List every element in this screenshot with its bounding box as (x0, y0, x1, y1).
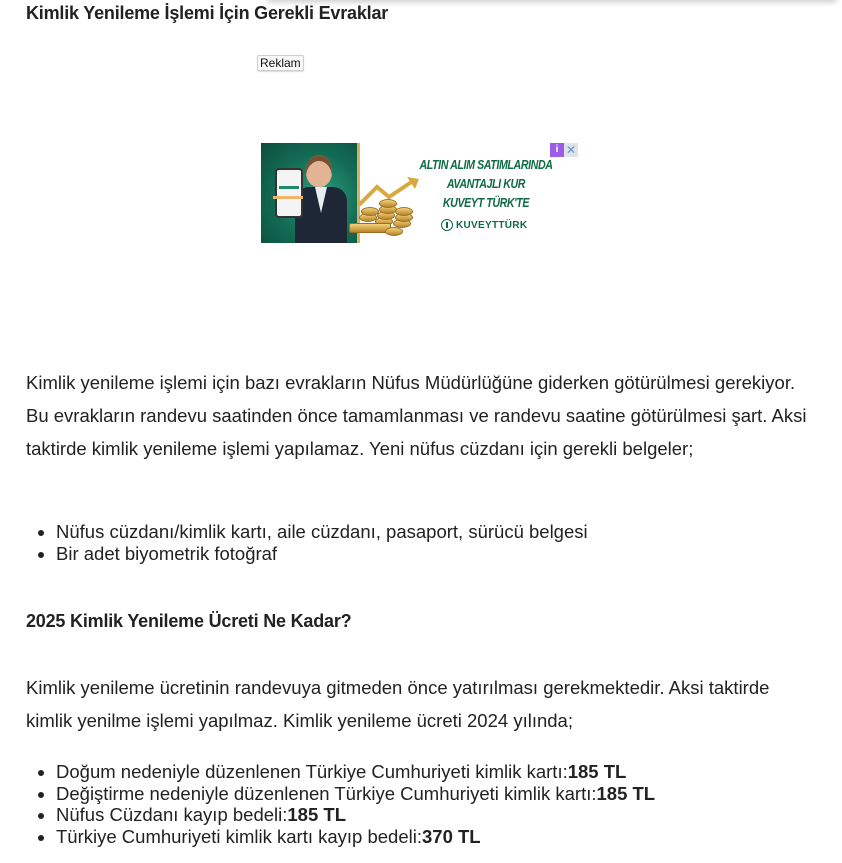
fee-price: 185 TL (596, 782, 656, 804)
paragraph-required-documents: Kimlik yenileme işlemi için bazı evrakların Nüfus Müdürlüğüne giderken götürülmesi gerekiyor. Bu evrakların randevu saatinden önce tamamlanması ve randevu saatine götürülmesi şart. Aksi taktirde kimlik yenileme işlemi yapılamaz. Yeni nüfus cüzdanı için gerekli belgeler; (26, 372, 807, 459)
section-title-required-documents: Kimlik Yenileme İşlemi İçin Gerekli Evraklar (26, 3, 389, 23)
ad-headline-line: AVANTAJLI KUR (446, 176, 526, 191)
list-item (56, 804, 655, 826)
list-item: • Bir adet biyometrik fotoğraf (56, 543, 588, 565)
fee-price: 370 TL (422, 825, 481, 847)
ad-banner-kuveyt-turk[interactable] (261, 143, 581, 243)
fee-label: Doğum nedeniyle düzenlenen Türkiye Cumhuriyeti kimlik kartı: (56, 761, 568, 782)
palm-logo-icon (441, 219, 453, 231)
section-title-renewal-fee: 2025 Kimlik Yenileme Ücreti Ne Kadar? (26, 611, 352, 631)
fee-label: Nüfus Cüzdanı kayıp bedeli: (56, 804, 288, 825)
list-item (56, 783, 655, 805)
ad-headline-line: KUVEYT TÜRK'TE (442, 195, 530, 210)
ad-choices (550, 143, 578, 157)
fee-label: Değiştirme nedeniyle düzenlenen Türkiye Cumhuriyeti kimlik kartı: (56, 782, 597, 804)
list-item (56, 761, 655, 783)
ad-image-person (261, 143, 360, 243)
fee-price: 185 TL (287, 804, 346, 825)
kuveyt-turk-logo (441, 219, 527, 231)
phone-icon (275, 168, 303, 218)
documents-list (26, 521, 588, 564)
gold-coins-icon (349, 183, 423, 239)
list-item (56, 826, 655, 848)
adchoices-icon[interactable]: i (550, 143, 564, 157)
ad-label: Reklam (257, 55, 304, 71)
fee-price: 185 TL (567, 761, 627, 782)
ad-headline-line: ALTIN ALIM SATIMLARINDA (419, 157, 553, 172)
paragraph-renewal-fee: Kimlik yenileme ücretinin randevuya gitmeden önce yatırılması gerekmektedir. Aksi taktirde kimlik yenilme işlemi yapılmaz. Kimlik yenileme ücreti 2024 yılında; (26, 677, 770, 731)
list-item: • Nüfus cüzdanı/kimlik kartı, aile cüzdanı, pasaport, sürücü belgesi (56, 521, 588, 543)
close-icon[interactable]: ✕ (565, 143, 577, 157)
fees-list (26, 761, 655, 847)
fee-label: Türkiye Cumhuriyeti kimlik kartı kayıp bedeli: (56, 825, 422, 847)
brand-name: KUVEYTTÜRK (456, 219, 528, 231)
person-head-shape (306, 155, 332, 187)
ad-headline (416, 155, 555, 212)
